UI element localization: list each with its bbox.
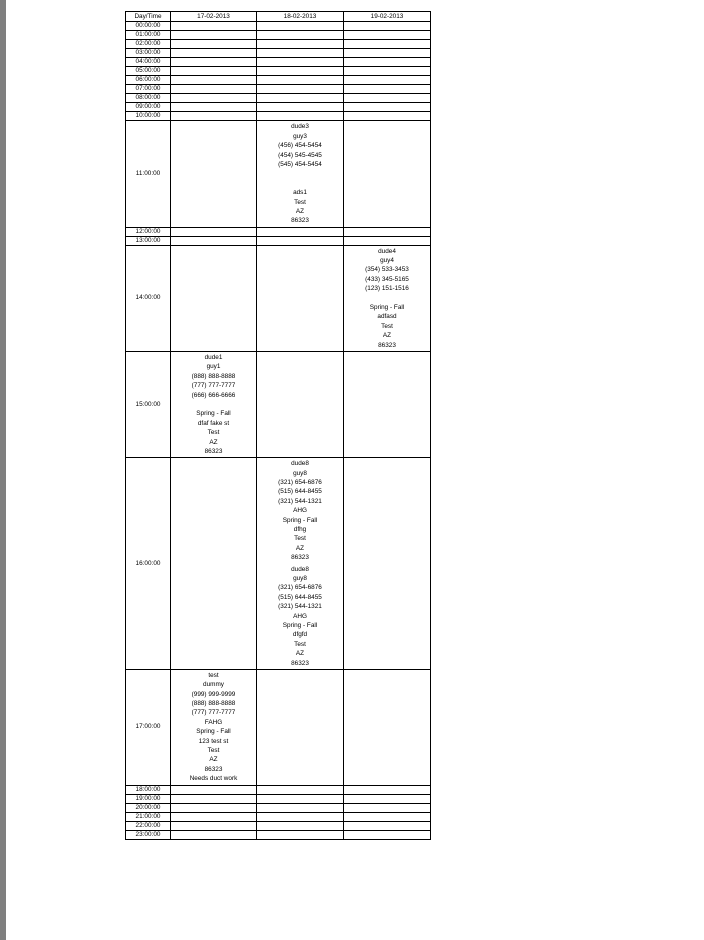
time-cell: 15:00:00 xyxy=(126,352,171,458)
date-header-1: 17-02-2013 xyxy=(171,12,257,22)
appointment-line: dfhg xyxy=(293,526,307,534)
appointment-line: adfasd xyxy=(377,313,397,321)
time-cell: 14:00:00 xyxy=(126,245,171,351)
appointment-line: dummy xyxy=(203,681,224,689)
appointment-line: Test xyxy=(207,429,220,437)
appointment-line: guy3 xyxy=(293,132,307,140)
appointment-line: dude8 xyxy=(291,460,309,468)
schedule-cell xyxy=(344,236,431,245)
time-row xyxy=(126,812,431,821)
appointment-line: Test xyxy=(294,198,306,206)
schedule-cell xyxy=(344,803,431,812)
date-header-2: 18-02-2013 xyxy=(257,12,344,22)
time-row xyxy=(126,22,431,31)
time-row xyxy=(126,112,431,121)
schedule-cell xyxy=(171,40,257,49)
time-row xyxy=(126,58,431,67)
appointment-line xyxy=(257,179,343,188)
time-row xyxy=(126,67,431,76)
schedule-cell xyxy=(257,352,344,458)
appointment-line: AHG xyxy=(293,507,307,515)
schedule-body xyxy=(126,22,431,839)
appointment-line: (433) 345-5165 xyxy=(365,275,409,283)
appointment-line: guy4 xyxy=(380,257,394,265)
appointment-entry xyxy=(171,670,256,785)
time-cell: 11:00:00 xyxy=(126,121,171,227)
schedule-cell xyxy=(257,121,344,227)
appointment-line: (777) 777-7777 xyxy=(191,709,236,717)
time-row xyxy=(126,821,431,830)
appointment-line xyxy=(257,169,343,178)
time-row xyxy=(126,85,431,94)
time-cell: 22:00:00 xyxy=(126,821,171,830)
time-cell: 12:00:00 xyxy=(126,227,171,236)
appointment-line xyxy=(171,400,256,409)
schedule-cell xyxy=(344,227,431,236)
schedule-cell xyxy=(344,245,431,351)
appointment-line: (354) 533-3453 xyxy=(365,266,409,274)
time-cell: 10:00:00 xyxy=(126,112,171,121)
appointment-line: Test xyxy=(294,640,306,648)
appointment-line: 86323 xyxy=(378,341,396,349)
schedule-cell xyxy=(257,40,344,49)
appointment-line: (888) 888-8888 xyxy=(191,372,236,380)
schedule-cell xyxy=(344,794,431,803)
schedule-cell xyxy=(171,812,257,821)
schedule-cell xyxy=(344,103,431,112)
time-row xyxy=(126,121,431,227)
time-cell: 13:00:00 xyxy=(126,236,171,245)
schedule-cell xyxy=(171,121,257,227)
schedule-cell xyxy=(257,669,344,785)
appointment-line: AZ xyxy=(295,207,305,215)
appointment-line: Spring - Fall xyxy=(196,410,231,418)
schedule-cell xyxy=(257,94,344,103)
schedule-cell xyxy=(344,76,431,85)
appointment-line: AZ xyxy=(209,438,218,446)
schedule-cell xyxy=(257,821,344,830)
appointment-entry xyxy=(171,352,256,457)
appointment-line: Spring - Fall xyxy=(282,516,318,524)
appointment-line: (545) 454-5454 xyxy=(278,160,322,168)
time-cell: 08:00:00 xyxy=(126,94,171,103)
time-cell: 18:00:00 xyxy=(126,785,171,794)
time-row xyxy=(126,785,431,794)
appointment-line: guy8 xyxy=(293,574,307,582)
schedule-cell xyxy=(171,103,257,112)
time-cell: 00:00:00 xyxy=(126,22,171,31)
appointment-line: Test xyxy=(381,322,393,330)
schedule-cell xyxy=(257,85,344,94)
appointment-line: FAHG xyxy=(204,718,223,726)
schedule-cell xyxy=(171,352,257,458)
appointment-line: (888) 888-8888 xyxy=(191,700,236,708)
time-row xyxy=(126,245,431,351)
schedule-cell xyxy=(344,821,431,830)
time-cell: 17:00:00 xyxy=(126,669,171,785)
appointment-line: AHG xyxy=(293,612,307,620)
appointment-line: ads1 xyxy=(293,189,307,197)
schedule-table xyxy=(125,11,431,840)
header-row xyxy=(126,12,431,22)
appointment-line: AZ xyxy=(382,332,392,340)
schedule-cell xyxy=(257,49,344,58)
appointment-line: AZ xyxy=(295,544,305,552)
schedule-cell xyxy=(171,85,257,94)
appointment-line: guy1 xyxy=(206,363,221,371)
appointment-line: dude3 xyxy=(291,123,309,131)
appointment-line: dfgfd xyxy=(292,631,308,639)
schedule-cell xyxy=(171,830,257,839)
schedule-cell xyxy=(344,94,431,103)
appointment-line: 86323 xyxy=(291,554,309,562)
time-cell: 03:00:00 xyxy=(126,49,171,58)
schedule-cell xyxy=(257,458,344,670)
schedule-cell xyxy=(344,112,431,121)
time-row xyxy=(126,31,431,40)
document-page xyxy=(6,0,704,940)
schedule-cell xyxy=(171,94,257,103)
schedule-cell xyxy=(257,812,344,821)
appointment-line: AZ xyxy=(295,650,305,658)
schedule-cell xyxy=(344,121,431,227)
appointment-line: guy8 xyxy=(293,469,307,477)
time-row xyxy=(126,103,431,112)
schedule-cell xyxy=(171,785,257,794)
schedule-cell xyxy=(344,812,431,821)
appointment-line: Spring - Fall xyxy=(196,728,231,736)
schedule-cell xyxy=(257,245,344,351)
schedule-cell xyxy=(344,40,431,49)
appointment-line: Spring - Fall xyxy=(282,621,318,629)
schedule-cell xyxy=(171,803,257,812)
appointment-line: Test xyxy=(294,535,306,543)
appointment-line: (321) 654-6876 xyxy=(278,479,322,487)
schedule-cell xyxy=(171,31,257,40)
appointment-line: 86323 xyxy=(291,659,309,667)
schedule-cell xyxy=(344,830,431,839)
appointment-line: test xyxy=(208,671,219,679)
time-cell: 05:00:00 xyxy=(126,67,171,76)
time-row xyxy=(126,227,431,236)
schedule-cell xyxy=(257,76,344,85)
schedule-cell xyxy=(171,236,257,245)
time-row xyxy=(126,94,431,103)
appointment-line: dude1 xyxy=(204,354,223,361)
appointment-line: (321) 544-1321 xyxy=(278,603,322,611)
date-header-3: 19-02-2013 xyxy=(344,12,431,22)
appointment-line: (123) 151-1516 xyxy=(365,285,409,293)
schedule-cell xyxy=(344,67,431,76)
appointment-line: (321) 544-1321 xyxy=(278,497,322,505)
time-row xyxy=(126,76,431,85)
schedule-cell xyxy=(257,31,344,40)
schedule-cell xyxy=(257,67,344,76)
appointment-line: 86323 xyxy=(204,447,223,455)
time-row xyxy=(126,803,431,812)
appointment-line: 123 test st xyxy=(198,737,229,745)
time-cell: 02:00:00 xyxy=(126,40,171,49)
time-cell: 09:00:00 xyxy=(126,103,171,112)
appointment-entry xyxy=(257,121,343,226)
appointment-line xyxy=(344,294,430,303)
time-cell: 04:00:00 xyxy=(126,58,171,67)
schedule-cell xyxy=(257,803,344,812)
appointment-line: (456) 454-5454 xyxy=(278,142,322,150)
appointment-line: 86323 xyxy=(291,217,309,225)
time-row xyxy=(126,352,431,458)
time-cell: 01:00:00 xyxy=(126,31,171,40)
time-row xyxy=(126,669,431,785)
schedule-cell xyxy=(257,103,344,112)
schedule-cell xyxy=(344,49,431,58)
schedule-cell xyxy=(257,830,344,839)
schedule-cell xyxy=(344,669,431,785)
appointment-entry xyxy=(344,246,430,351)
schedule-cell xyxy=(171,67,257,76)
appointment-line: (515) 644-8455 xyxy=(278,593,322,601)
time-cell: 07:00:00 xyxy=(126,85,171,94)
schedule-cell xyxy=(171,245,257,351)
appointment-line: dude8 xyxy=(291,565,309,573)
time-cell: 16:00:00 xyxy=(126,458,171,670)
schedule-cell xyxy=(171,821,257,830)
time-row xyxy=(126,794,431,803)
schedule-cell xyxy=(171,22,257,31)
schedule-cell xyxy=(257,112,344,121)
appointment-line: Test xyxy=(207,747,220,755)
schedule-cell xyxy=(171,112,257,121)
appointment-line: (454) 545-4545 xyxy=(278,151,322,159)
time-cell: 06:00:00 xyxy=(126,76,171,85)
time-cell: 23:00:00 xyxy=(126,830,171,839)
schedule-cell xyxy=(257,794,344,803)
appointment-line: (321) 654-6876 xyxy=(278,584,322,592)
schedule-cell xyxy=(344,31,431,40)
time-row xyxy=(126,458,431,670)
schedule-cell xyxy=(344,458,431,670)
schedule-cell xyxy=(257,785,344,794)
schedule-cell xyxy=(257,58,344,67)
time-cell: 19:00:00 xyxy=(126,794,171,803)
appointment-entry xyxy=(257,458,343,563)
schedule-cell xyxy=(344,22,431,31)
time-row xyxy=(126,830,431,839)
schedule-cell xyxy=(257,236,344,245)
schedule-cell xyxy=(171,227,257,236)
schedule-cell xyxy=(171,458,257,670)
schedule-cell xyxy=(344,785,431,794)
header-corner-cell: Day/Time xyxy=(126,12,171,22)
time-row xyxy=(126,40,431,49)
appointment-line: dude4 xyxy=(378,247,396,255)
schedule-cell xyxy=(344,352,431,458)
appointment-entry xyxy=(257,564,343,669)
appointment-line: Needs duct work xyxy=(189,775,238,783)
schedule-cell xyxy=(171,794,257,803)
time-row xyxy=(126,236,431,245)
appointment-line: 86323 xyxy=(204,765,223,773)
appointment-line: Spring - Fall xyxy=(369,304,405,312)
schedule-cell xyxy=(344,58,431,67)
appointment-line: dfaf fake st xyxy=(197,419,230,427)
schedule-cell xyxy=(257,22,344,31)
appointment-line: (999) 999-9999 xyxy=(191,690,236,698)
appointment-line: AZ xyxy=(209,756,218,764)
schedule-cell xyxy=(171,49,257,58)
schedule-cell xyxy=(171,76,257,85)
appointment-line: (777) 777-7777 xyxy=(191,382,236,390)
time-row xyxy=(126,49,431,58)
schedule-cell xyxy=(171,669,257,785)
schedule-cell xyxy=(344,85,431,94)
time-cell: 21:00:00 xyxy=(126,812,171,821)
appointment-line: (515) 644-8455 xyxy=(278,488,322,496)
time-cell: 20:00:00 xyxy=(126,803,171,812)
schedule-cell xyxy=(171,58,257,67)
appointment-line: (666) 666-6666 xyxy=(191,391,236,399)
schedule-cell xyxy=(257,227,344,236)
